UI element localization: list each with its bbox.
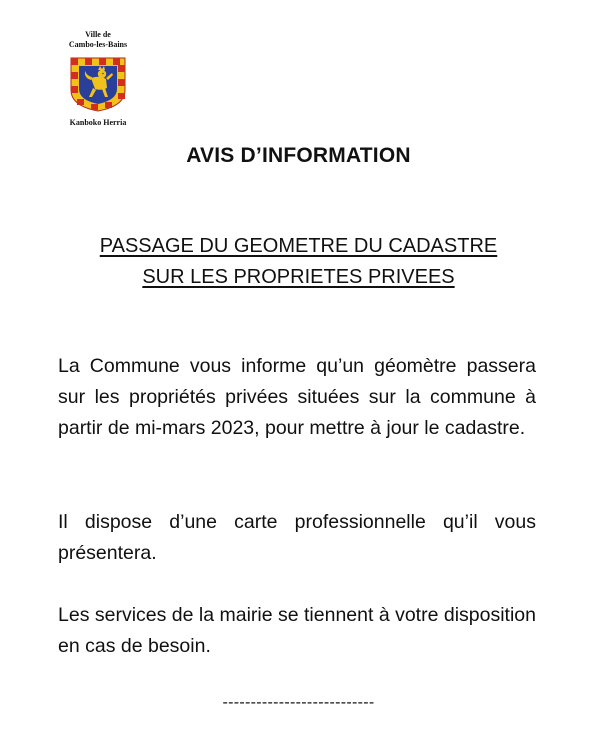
notice-subtitle <box>0 231 597 293</box>
town-logo <box>52 30 144 127</box>
logo-town-line2: Cambo-les-Bains <box>68 40 128 49</box>
notice-title: AVIS D’INFORMATION <box>186 144 411 167</box>
coat-of-arms-icon <box>69 56 127 112</box>
paragraph-town-services: Les services de la mairie se tiennent à votre disposition en cas de besoin. <box>58 604 536 657</box>
subtitle-line1: PASSAGE DU GEOMETRE DU CADASTRE <box>99 235 498 257</box>
logo-town-line1: Ville de <box>85 30 111 39</box>
separator-line: --------------------------- <box>222 694 375 711</box>
paragraph-surveyor-visit: La Commune vous informe qu’un géomètre passera sur les propriétés privées situées sur la commune à partir de mi-mars 2023, pour mettre à jour le cadastre. <box>58 355 536 439</box>
logo-basque-name: Kanboko Herria <box>69 118 127 127</box>
subtitle-line2: SUR LES PROPRIETES PRIVEES <box>142 266 455 288</box>
paragraph-professional-card: Il dispose d’une carte professionnelle qu’il vous présentera. <box>58 511 536 564</box>
